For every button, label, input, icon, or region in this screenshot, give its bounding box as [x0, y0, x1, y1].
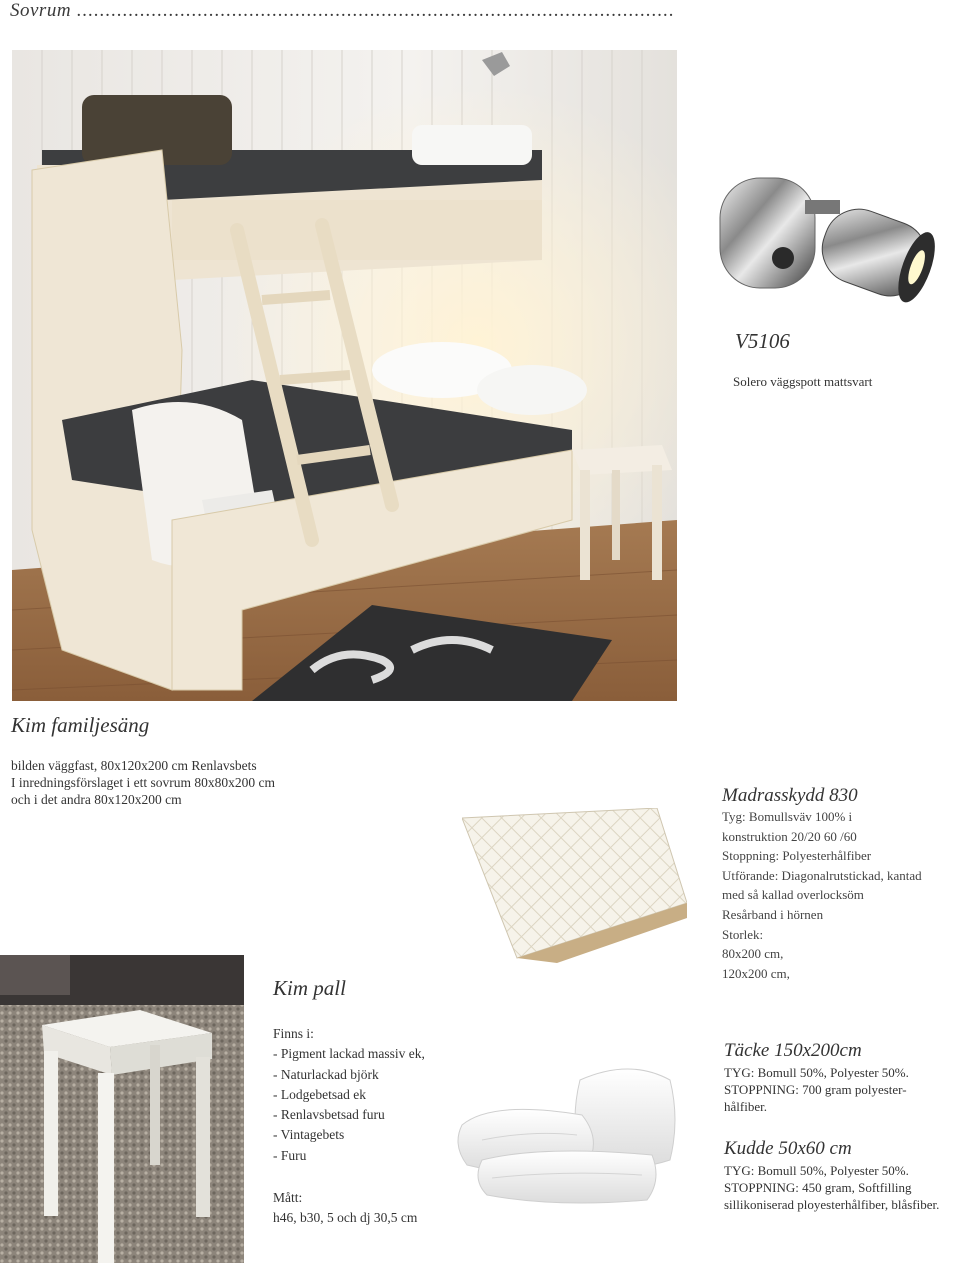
stool-photo [0, 955, 244, 1263]
pillow-heading: Kudde 50x60 cm [724, 1138, 852, 1159]
spec-line: 120x200 cm, [722, 965, 790, 981]
spec-line: 80x200 cm, [722, 946, 784, 962]
finish-option: - Vintagebets [273, 1127, 345, 1143]
duvet-pillow-photo [452, 1060, 687, 1210]
finish-option: - Renlavsbetsad furu [273, 1107, 385, 1123]
duvet-details [724, 1064, 954, 1115]
bunk-bed-line: I inredningsförslaget i ett sovrum 80x80x200 cm [11, 775, 275, 790]
spec-line: TYG: Bomull 50%, Polyester 50%. [724, 1163, 909, 1178]
mattress-protector-details [722, 807, 957, 983]
spec-line: med så kallad overlocksöm [722, 887, 864, 903]
finish-option: - Furu [273, 1147, 307, 1163]
bunk-bed-heading: Kim familjesäng [11, 713, 150, 737]
spec-line: TYG: Bomull 50%, Polyester 50%. [724, 1065, 909, 1080]
spec-line: hålfiber. [724, 1099, 767, 1114]
lamp-description: Solero väggspott mattsvart [733, 374, 873, 389]
finish-option: - Lodgebetsad ek [273, 1086, 366, 1102]
bunk-bed-line: bilden väggfast, 80x120x200 cm Renlavsbets [11, 758, 257, 773]
finish-option: - Pigment lackad massiv ek, [273, 1046, 425, 1062]
spec-line: Tyg: Bomullsväv 100% i [722, 809, 853, 824]
spec-line: Resårband i hörnen [722, 906, 824, 922]
pillow-details [724, 1162, 960, 1213]
stool-dimensions [273, 1188, 417, 1228]
dimensions-label: Mått: [273, 1190, 303, 1205]
spec-line: Utförande: Diagonalrutstickad, kantad [722, 867, 922, 883]
finish-option: - Naturlackad björk [273, 1066, 379, 1082]
spec-line: Storlek: [722, 926, 764, 942]
duvet-heading: Täcke 150x200cm [724, 1040, 862, 1061]
mattress-protector-photo [462, 808, 687, 963]
bunk-bed-line: och i det andra 80x120x200 cm [11, 792, 182, 807]
bunk-bed-photo [12, 50, 677, 701]
spec-line: STOPPNING: 450 gram, Softfilling [724, 1180, 912, 1195]
section-title: Sovrum [10, 0, 72, 21]
header-dotted-leader: ........................................................................................................ [71, 0, 675, 21]
dimensions-value: h46, b30, 5 och dj 30,5 cm [273, 1210, 418, 1225]
spec-line: sillikoniserad ployesterhålfiber, blåsfiber. [724, 1197, 940, 1212]
spec-line: Stoppning: Polyesterhålfiber [722, 848, 872, 864]
bunk-bed-description [11, 757, 341, 808]
lamp-code: V5106 [735, 329, 790, 353]
wall-spotlight-photo [705, 160, 945, 335]
spec-line: konstruktion 20/20 60 /60 [722, 828, 857, 844]
page-title [10, 0, 675, 22]
stool-finishes [273, 1024, 425, 1166]
finishes-label: Finns i: [273, 1026, 314, 1041]
mattress-protector-heading: Madrasskydd 830 [722, 785, 858, 806]
spec-line: STOPPNING: 700 gram polyester- [724, 1082, 907, 1097]
stool-heading: Kim pall [273, 976, 346, 1000]
